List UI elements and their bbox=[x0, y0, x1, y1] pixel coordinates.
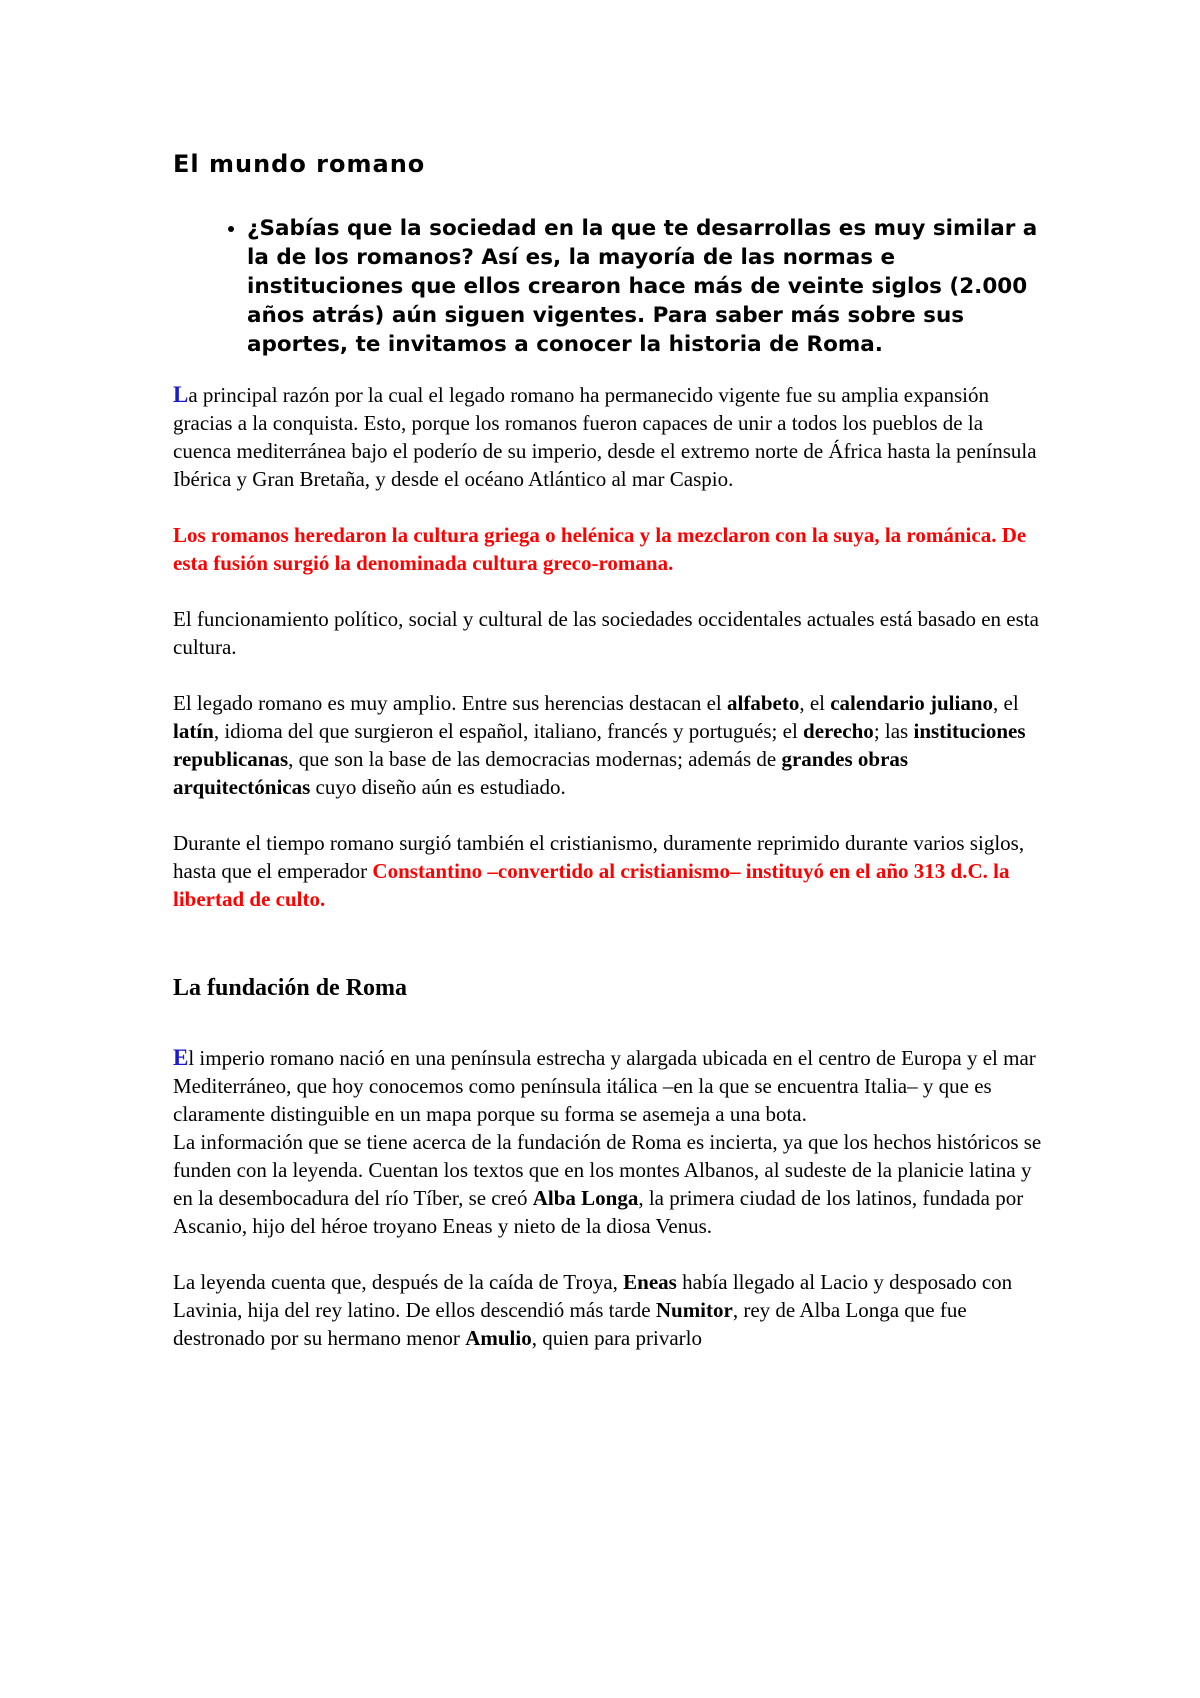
intro-list bbox=[173, 214, 1043, 359]
text-run: , el bbox=[799, 691, 831, 715]
text-run: El legado romano es muy amplio. Entre sus herencias destacan el bbox=[173, 691, 727, 715]
text-run: había llegado al Lacio y desposado con Lavinia, hija del rey latino. De ellos descendió más tarde bbox=[173, 1270, 1013, 1322]
paragraph-alba-longa bbox=[173, 1128, 1043, 1240]
text-run: , quien para privarlo bbox=[531, 1326, 702, 1350]
document-title: El mundo romano bbox=[173, 150, 426, 178]
bold-term: Alba Longa bbox=[532, 1186, 639, 1210]
bold-term: calendario juliano bbox=[830, 691, 993, 715]
text-run: , rey de Alba Longa que fue destronado por su hermano menor bbox=[173, 1298, 967, 1350]
section-title: La fundación de Roma bbox=[173, 975, 408, 1001]
bold-term: grandes obras arquitectónicas bbox=[173, 747, 909, 799]
paragraph-peninsula bbox=[173, 1044, 1043, 1128]
bold-term: Amulio bbox=[465, 1326, 532, 1350]
paragraph-functioning: El funcionamiento político, social y cultural de las sociedades occidentales actuales está basado en esta cultura. bbox=[173, 607, 1039, 659]
text-run: cuyo diseño aún es estudiado. bbox=[310, 775, 566, 799]
text-run: , la primera ciudad de los latinos, fundada por Ascanio, hijo del héroe troyano Eneas y nieto de la diosa Venus. bbox=[173, 1186, 1024, 1238]
paragraph-expansion bbox=[173, 381, 1043, 493]
highlight-text: Constantino –convertido al cristianismo– instituyó en el año 313 d.C. la libertad de culto. bbox=[173, 859, 1010, 911]
text-run: , que son la base de las democracias modernas; además de bbox=[288, 747, 782, 771]
paragraph-text: l imperio romano nació en una península estrecha y alargada ubicada en el centro de Europa y el mar Mediterráneo, que hoy conocemos como península itálica –en la que se encuentra Italia– y que es claramente distinguible en un mapa porque su forma se asemeja a una bota. bbox=[173, 1046, 1036, 1126]
bold-term: Eneas bbox=[623, 1270, 677, 1294]
bold-term: alfabeto bbox=[727, 691, 800, 715]
paragraph-legend bbox=[173, 1268, 1043, 1352]
bold-term: instituciones republicanas bbox=[173, 719, 1026, 771]
text-run: , el bbox=[993, 691, 1019, 715]
paragraph-text: a principal razón por la cual el legado romano ha permanecido vigente fue su amplia expansión gracias a la conquista. Esto, porque los romanos fueron capaces de unir a todos los pueblos de la cuenca mediterránea bajo el poderío de su imperio, desde el extremo norte de África hasta la península Ibérica y Gran Bretaña, y desde el océano Atlántico al mar Caspio. bbox=[173, 383, 1037, 491]
bold-term: derecho bbox=[803, 719, 874, 743]
bold-term: latín bbox=[173, 719, 214, 743]
text-run: ; las bbox=[873, 719, 914, 743]
initial-letter: E bbox=[173, 1045, 189, 1070]
text-run: Durante el tiempo romano surgió también el cristianismo, duramente reprimido durante varios siglos, hasta que el emperador bbox=[173, 831, 1025, 883]
paragraph-christianity bbox=[173, 829, 1043, 913]
intro-bullet: • ¿Sabías que la sociedad en la que te desarrollas es muy similar a la de los romanos? Así es, la mayoría de las normas e instituciones que ellos crearon hace más de veinte siglos (2.000 años atrás) aún siguen vigentes. Para saber más sobre sus aportes, te invitamos a conocer la historia de Roma. bbox=[247, 214, 1043, 359]
bold-term: Numitor bbox=[655, 1298, 733, 1322]
paragraph-legacy bbox=[173, 689, 1043, 801]
document-page bbox=[173, 150, 1043, 1380]
paragraph-greco-roman: Los romanos heredaron la cultura griega o helénica y la mezclaron con la suya, la románica. De esta fusión surgió la denominada cultura greco-romana. bbox=[173, 523, 1027, 575]
text-run: , idioma del que surgieron el español, italiano, francés y portugués; el bbox=[213, 719, 804, 743]
initial-letter: L bbox=[173, 382, 189, 407]
text-run: La información que se tiene acerca de la fundación de Roma es incierta, ya que los hechos históricos se funden con la leyenda. Cuentan los textos que en los montes Albanos, al sudeste de la planicie latina y en la desembocadura del río Tíber, se creó bbox=[173, 1130, 1042, 1210]
text-run: La leyenda cuenta que, después de la caída de Troya, bbox=[173, 1270, 624, 1294]
